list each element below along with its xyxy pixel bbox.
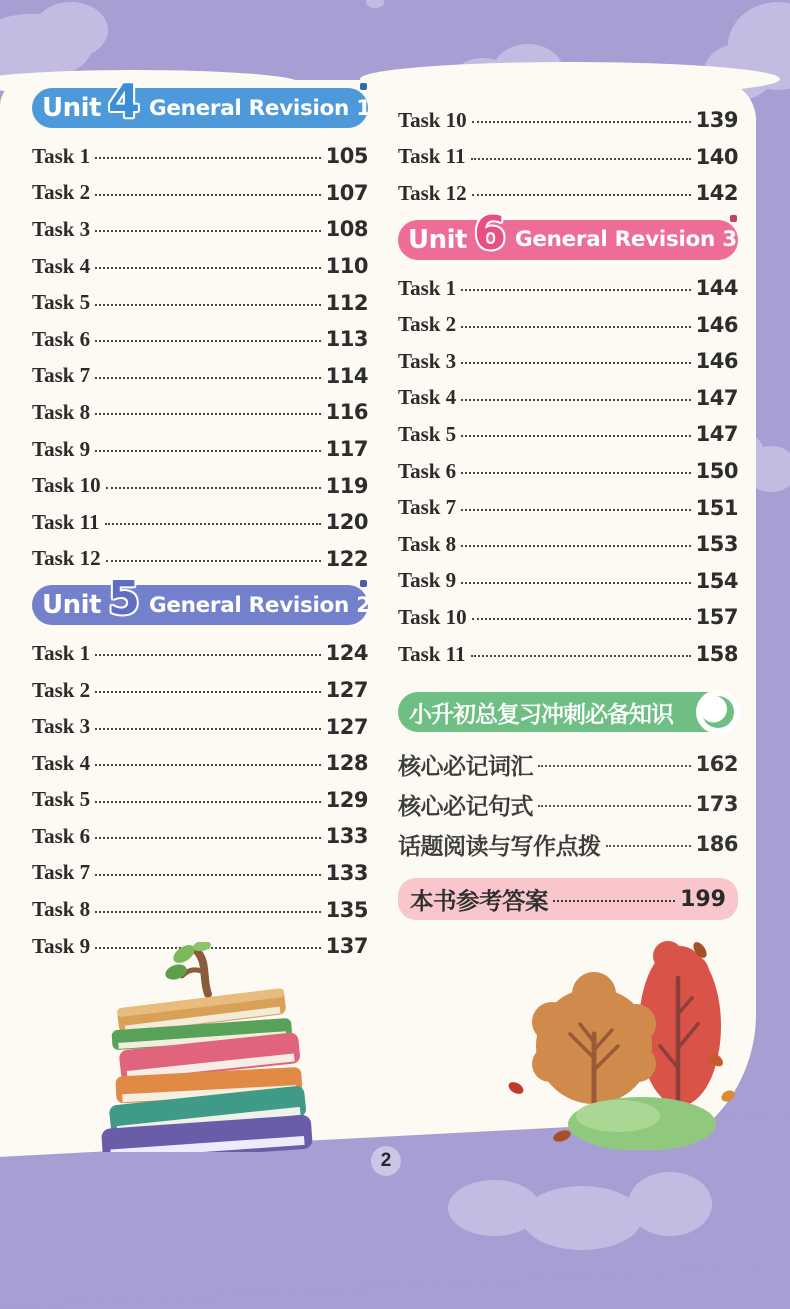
unit5-task-list-part2: [398, 102, 738, 212]
toc-entry-page: 114: [325, 363, 368, 388]
toc-entry-row: [398, 306, 738, 343]
dot-leader: [95, 654, 320, 656]
dot-leader: [461, 399, 690, 401]
toc-entry-row: [398, 784, 738, 824]
toc-entry-label: Task 5: [32, 787, 91, 812]
page-number-badge: [371, 1146, 401, 1176]
unit-word: Unit: [42, 93, 101, 123]
toc-entry-page: 186: [695, 832, 738, 857]
toc-entry-page: 135: [325, 897, 368, 922]
toc-entry-label: Task 1: [398, 275, 457, 300]
dot-leader: [461, 362, 690, 364]
toc-entry-label: Task 7: [32, 860, 91, 885]
toc-entry-page: 124: [325, 641, 368, 666]
toc-entry-row: [32, 175, 368, 212]
toc-entry-row: [32, 211, 368, 248]
toc-entry-page: 151: [695, 495, 738, 520]
toc-entry-label: Task 6: [32, 823, 91, 848]
toc-entry-page: 127: [325, 678, 368, 703]
toc-entry-label: 话题阅读与写作点拨: [398, 832, 601, 859]
toc-entry-label: Task 1: [32, 143, 91, 168]
toc-entry-page: 113: [325, 327, 368, 352]
leaf-swoosh-icon: [695, 689, 741, 735]
toc-entry-label: Task 11: [32, 509, 100, 534]
dot-leader: [471, 655, 691, 657]
unit5-header: [32, 571, 371, 626]
toc-entry-row: [398, 489, 738, 526]
unit4-title: General Revision 1: [148, 95, 371, 121]
toc-entry-label: Task 1: [32, 640, 91, 665]
dot-leader: [95, 450, 320, 452]
toc-entry-row: [398, 453, 738, 490]
dot-leader: [95, 194, 320, 196]
dot-leader: [95, 728, 320, 730]
toc-entry-row: [32, 138, 368, 175]
dot-leader: [95, 413, 320, 415]
dot-leader: [538, 765, 691, 767]
cloud-decoration: [628, 1172, 712, 1236]
toc-entry-row: [32, 708, 368, 745]
toc-entry-row: [398, 270, 738, 307]
dot-leader: [461, 289, 690, 291]
toc-entry-label: Task 12: [398, 180, 467, 205]
toc-entry-row: [32, 504, 368, 541]
dot-leader: [95, 911, 320, 913]
answers-label: 本书参考答案: [410, 888, 548, 915]
cloud-decoration: [366, 0, 384, 8]
toc-entry-row: [32, 672, 368, 709]
toc-entry-row: [32, 248, 368, 285]
toc-entry-label: Task 7: [398, 495, 457, 520]
toc-entry-page: 107: [325, 180, 368, 205]
toc-entry-row: [32, 891, 368, 928]
dot-leader: [461, 472, 690, 474]
cloud-decoration: [34, 2, 108, 58]
toc-entry-row: [32, 541, 368, 578]
toc-entry-label: Task 4: [32, 750, 91, 775]
toc-entry-row: [32, 855, 368, 892]
cloud-decoration: [522, 1186, 642, 1250]
unit-word: Unit: [42, 590, 101, 621]
toc-entry-row: [32, 358, 368, 395]
toc-entry-page: 112: [325, 290, 368, 315]
dot-leader: [95, 304, 320, 306]
dot-leader: [538, 805, 691, 807]
toc-entry-page: 117: [325, 437, 368, 462]
corner-dot-decoration: [730, 215, 737, 222]
toc-entry-page: 139: [695, 108, 738, 133]
dot-leader: [461, 509, 690, 511]
toc-entry-row: [398, 175, 738, 212]
dot-leader: [95, 801, 320, 803]
unit4-task-list: [32, 138, 368, 577]
dot-leader: [553, 900, 675, 902]
panel-top-wave: [360, 62, 780, 96]
dot-leader: [106, 487, 321, 489]
toc-entry-label: Task 6: [32, 326, 91, 351]
toc-entry-page: 108: [325, 217, 368, 242]
toc-entry-row: [32, 394, 368, 431]
toc-entry-label: Task 5: [398, 421, 457, 446]
toc-entry-label: Task 4: [32, 253, 91, 278]
unit-word: Unit: [408, 224, 467, 255]
toc-entry-label: Task 3: [32, 216, 91, 241]
toc-entry-label: Task 7: [32, 363, 91, 388]
toc-entry-row: [398, 636, 738, 673]
unit4-header: [32, 74, 371, 128]
dot-leader: [95, 377, 320, 379]
toc-entry-row: [32, 818, 368, 855]
unit5-task-list-part1: [32, 635, 368, 964]
toc-entry-label: 核心必记词汇: [398, 752, 533, 779]
dot-leader: [105, 523, 321, 525]
toc-entry-row: [32, 467, 368, 504]
toc-entry-page: 147: [695, 385, 738, 410]
toc-entry-row: [32, 782, 368, 819]
toc-entry-page: 147: [695, 422, 738, 447]
toc-entry-page: 144: [695, 276, 738, 301]
toc-entry-label: Task 4: [398, 385, 457, 410]
toc-entry-page: 150: [695, 459, 738, 484]
toc-right-column: [398, 102, 738, 920]
toc-entry-row: [398, 380, 738, 417]
toc-entry-page: 157: [695, 605, 738, 630]
toc-entry-page: 140: [695, 144, 738, 169]
toc-entry-label: Task 8: [32, 399, 91, 424]
answers-page-number: 199: [680, 886, 726, 912]
toc-entry-page: 122: [325, 546, 368, 571]
toc-entry-row: [32, 745, 368, 782]
toc-entry-label: Task 8: [32, 897, 91, 922]
toc-entry-page: 146: [695, 349, 738, 374]
toc-entry-label: Task 10: [398, 107, 467, 132]
dot-leader: [606, 845, 691, 847]
toc-entry-label: Task 11: [398, 641, 466, 666]
toc-entry-row: [32, 431, 368, 468]
toc-entry-row: [32, 284, 368, 321]
toc-entry-label: Task 2: [32, 677, 91, 702]
toc-left-column: [32, 74, 371, 964]
toc-entry-row: [398, 416, 738, 453]
dot-leader: [95, 691, 320, 693]
toc-entry-page: 162: [695, 752, 738, 777]
toc-entry-label: Task 3: [32, 714, 91, 739]
corner-dot-decoration: [360, 83, 367, 90]
toc-entry-row: [398, 526, 738, 563]
toc-entry-page: 120: [325, 510, 368, 535]
toc-entry-page: 153: [695, 532, 738, 557]
toc-entry-page: 110: [325, 254, 368, 279]
dot-leader: [471, 158, 691, 160]
unit5-title: General Revision 2: [148, 592, 371, 618]
toc-entry-label: Task 10: [32, 473, 101, 498]
toc-entry-label: Task 8: [398, 531, 457, 556]
toc-entry-row: [32, 635, 368, 672]
toc-entry-row: [398, 824, 738, 864]
corner-dot-decoration: [360, 580, 367, 587]
book-stack-illustration: [88, 942, 323, 1157]
dot-leader: [472, 618, 691, 620]
answers-row: [398, 878, 738, 920]
autumn-trees-illustration: [500, 938, 755, 1155]
toc-entry-row: [398, 744, 738, 784]
toc-entry-page: 146: [695, 312, 738, 337]
toc-entry-label: Task 2: [32, 180, 91, 205]
dot-leader: [461, 582, 690, 584]
toc-entry-label: Task 2: [398, 312, 457, 337]
dot-leader: [95, 340, 320, 342]
toc-entry-row: [398, 102, 738, 139]
dot-leader: [95, 157, 320, 159]
special-section-list: [398, 744, 738, 864]
toc-entry-page: 158: [695, 642, 738, 667]
toc-entry-label: Task 9: [32, 933, 91, 958]
dot-leader: [95, 764, 320, 766]
toc-entry-page: 128: [325, 751, 368, 776]
unit6-title: General Revision 3: [514, 227, 737, 253]
special-section-title: 小升初总复习冲刺必备知识: [409, 700, 673, 727]
toc-entry-page: 154: [695, 568, 738, 593]
special-section-header: [398, 692, 738, 732]
dot-leader: [95, 874, 320, 876]
toc-entry-label: Task 11: [398, 144, 466, 169]
toc-entry-label: Task 9: [32, 436, 91, 461]
toc-entry-page: 173: [695, 792, 738, 817]
dot-leader: [95, 837, 320, 839]
unit6-number: 6: [473, 205, 506, 260]
dot-leader: [106, 560, 321, 562]
toc-entry-page: 119: [325, 473, 368, 498]
toc-entry-page: 127: [325, 714, 368, 739]
toc-entry-row: [398, 599, 738, 636]
toc-entry-label: Task 9: [398, 568, 457, 593]
toc-entry-page: 105: [325, 144, 368, 169]
dot-leader: [95, 230, 320, 232]
unit4-number: 4: [107, 74, 140, 128]
toc-entry-page: 129: [325, 787, 368, 812]
toc-entry-row: [32, 321, 368, 358]
toc-entry-label: Task 12: [32, 546, 101, 571]
toc-entry-label: Task 3: [398, 348, 457, 373]
toc-entry-row: [398, 563, 738, 600]
toc-entry-label: Task 6: [398, 458, 457, 483]
unit6-header: [398, 205, 738, 260]
toc-entry-label: Task 10: [398, 604, 467, 629]
dot-leader: [472, 194, 691, 196]
toc-entry-page: 137: [325, 934, 368, 959]
dot-leader: [472, 121, 691, 123]
unit6-task-list: [398, 270, 738, 673]
dot-leader: [461, 326, 690, 328]
toc-entry-label: 核心必记句式: [398, 792, 533, 819]
dot-leader: [461, 435, 690, 437]
toc-entry-page: 133: [325, 860, 368, 885]
toc-entry-page: 116: [325, 400, 368, 425]
toc-entry-page: 133: [325, 824, 368, 849]
toc-entry-page: 142: [695, 181, 738, 206]
unit5-number: 5: [107, 571, 140, 626]
dot-leader: [461, 545, 690, 547]
toc-entry-row: [398, 139, 738, 176]
dot-leader: [95, 267, 320, 269]
toc-entry-label: Task 5: [32, 290, 91, 315]
page-number: 2: [380, 1150, 392, 1171]
toc-entry-row: [398, 343, 738, 380]
